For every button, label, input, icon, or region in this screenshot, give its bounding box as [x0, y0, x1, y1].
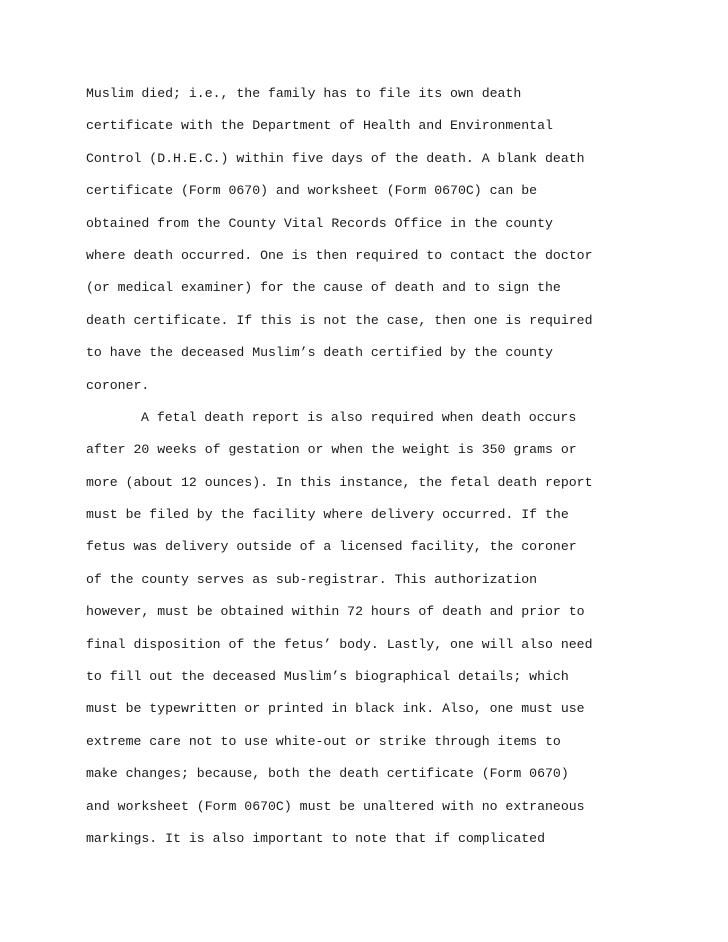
text-line: of the county serves as sub-registrar. This authorization: [86, 571, 538, 587]
text-line: must be filed by the facility where delivery occurred. If the: [86, 507, 569, 523]
text-line: more (about 12 ounces). In this instance, the fetal death report: [86, 474, 593, 490]
text-line: coroner.: [86, 377, 150, 393]
text-line: death certificate. If this is not the case, then one is required: [86, 312, 593, 328]
text-line: where death occurred. One is then required to contact the doctor: [86, 247, 593, 263]
text-line: Muslim died; i.e., the family has to file its own death: [86, 86, 522, 101]
paragraph-first-line: A fetal death report is also required when death occurs: [141, 409, 577, 425]
text-line: however, must be obtained within 72 hours of death and prior to: [86, 604, 585, 620]
text-line: certificate (Form 0670) and worksheet (Form 0670C) can be: [86, 183, 538, 199]
text-line: markings. It is also important to note that if complicated: [86, 830, 545, 846]
text-line: Control (D.H.E.C.) within five days of the death. A blank death: [86, 150, 585, 166]
text-line: certificate with the Department of Health and Environmental: [86, 118, 553, 134]
text-line: (or medical examiner) for the cause of death and to sign the: [86, 280, 561, 296]
text-line: to fill out the deceased Muslim’s biographical details; which: [86, 669, 569, 685]
text-line: after 20 weeks of gestation or when the weight is 350 grams or: [86, 442, 577, 458]
text-line: fetus was delivery outside of a licensed facility, the coroner: [86, 539, 577, 555]
text-line: to have the deceased Muslim’s death certified by the county: [86, 345, 553, 361]
text-line: final disposition of the fetus’ body. Lastly, one will also need: [86, 636, 593, 652]
body-text: [86, 82, 666, 859]
text-line: extreme care not to use white-out or strike through items to: [86, 733, 561, 749]
text-line: obtained from the County Vital Records Office in the county: [86, 215, 553, 231]
text-line: must be typewritten or printed in black ink. Also, one must use: [86, 701, 585, 717]
text-line: and worksheet (Form 0670C) must be unaltered with no extraneous: [86, 798, 585, 814]
text-line: make changes; because, both the death certificate (Form 0670): [86, 766, 569, 782]
